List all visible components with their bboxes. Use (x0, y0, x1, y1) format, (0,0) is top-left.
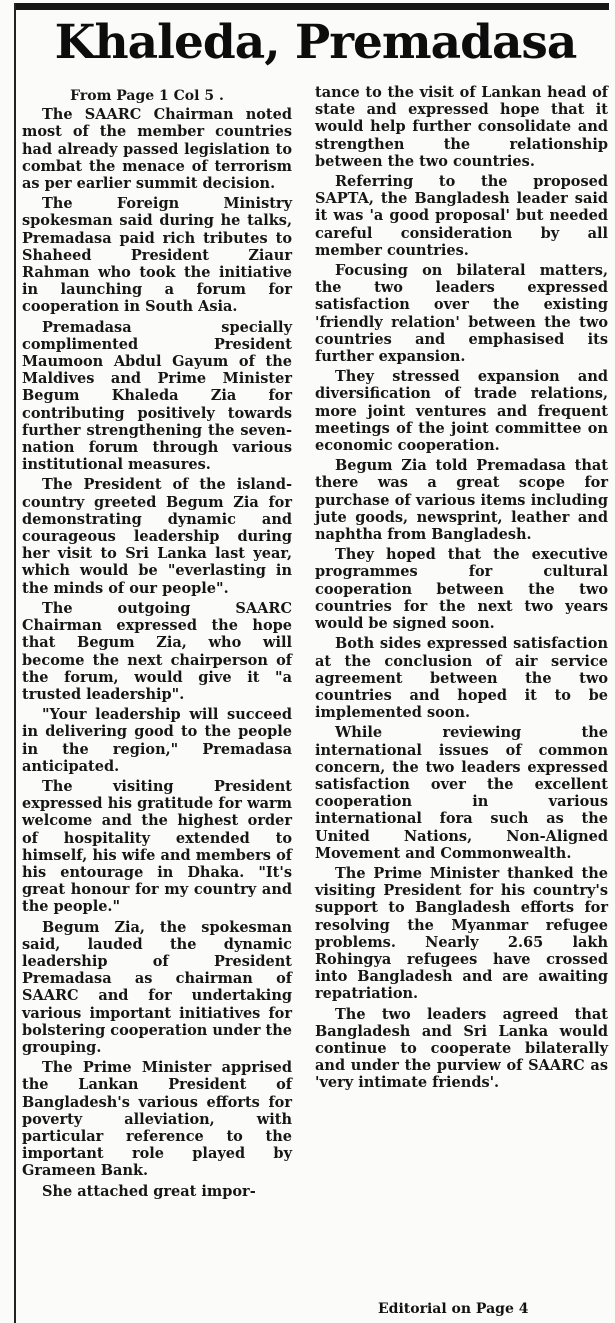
paragraph: Begum Zia told Premadasa that there was a great scope for purchase of various items including jute goods, newsprint, leather and naphtha from Bangladesh. (315, 457, 608, 544)
paragraph: The SAARC Chairman noted most of the member countries had already passed legislation to combat the menace of terrorism as per earlier summit decision. (22, 106, 292, 193)
dateline: From Page 1 Col 5 . (70, 88, 224, 104)
paragraph-continuation: tance to the visit of Lankan head of state and expressed hope that it would help further consolidate and strengthen the relationship between the two countries. (315, 84, 608, 170)
paragraph: Both sides expressed satisfaction at the conclusion of air service agreement between the two countries and hoped it to be implemented soon. (315, 635, 608, 722)
right-column (315, 84, 608, 1092)
top-rule (14, 3, 609, 10)
paragraph: Referring to the proposed SAPTA, the Bangladesh leader said it was 'a good proposal' but needed careful consideration by all member countries. (315, 173, 608, 259)
paragraph: While reviewing the international issues of common concern, the two leaders expressed satisfaction over the excellent cooperation in various international fora such as the United Nations, Non-Aligned Movement and Commonwealth. (315, 724, 608, 862)
paragraph: Begum Zia, the spokesman said, lauded the dynamic leadership of President Premadasa as chairman of SAARC and for undertaking various important initiatives for bolstering cooperation under the grouping. (22, 918, 292, 1056)
paragraph: The Prime Minister apprised the Lankan President of Bangladesh's various efforts for poverty alleviation, with particular reference to the important role played by Grameen Bank. (22, 1059, 292, 1180)
paragraph: They stressed expansion and diversification of trade relations, more joint ventures and frequent meetings of the joint committee on economic cooperation. (315, 368, 608, 455)
paragraph: The Prime Minister thanked the visiting President for his country's support to Bangladesh efforts for resolving the Myanmar refugee problems. Nearly 2.65 lakh Rohingya refugees have crossed into Bangladesh and are awaiting repatriation. (315, 864, 608, 1003)
editorial-reference: Editorial on Page 4 (378, 1301, 529, 1317)
paragraph: The Foreign Ministry spokesman said during he talks, Premadasa paid rich tributes to Shaheed President Ziaur Rahman who took the initiative in launching a forum for cooperation in South Asia. (22, 195, 292, 316)
left-column-rule (14, 3, 16, 1323)
paragraph: Premadasa specially complimented President Maumoon Abdul Gayum of the Maldives and Prime Minister Begum Khaleda Zia for contributing positively towards further strengthening the seven-nation forum through various institutional measures. (22, 318, 292, 474)
paragraph: The two leaders agreed that Bangladesh and Sri Lanka would continue to cooperate bilaterally and under the purview of SAARC as 'very intimate friends'. (315, 1005, 608, 1092)
paragraph: The visiting President expressed his gratitude for warm welcome and the highest order of hospitality extended to himself, his wife and members of his entourage in Dhaka. "It's great honour for my country and the people." (22, 777, 292, 916)
paragraph: Focusing on bilateral matters, the two leaders expressed satisfaction over the existing 'friendly relation' between the two countries and emphasised its further expansion. (315, 262, 608, 366)
paragraph: They hoped that the executive programmes for cultural cooperation between the two countries for the next two years would be signed soon. (315, 546, 608, 633)
paragraph: The President of the island-country greeted Begum Zia for demonstrating dynamic and courageous leadership during her visit to Sri Lanka last year, which would be "everlasting in the minds of our people". (22, 476, 292, 597)
paragraph: The outgoing SAARC Chairman expressed the hope that Begum Zia, who will become the next chairperson of the forum, would give it "a trusted leadership". (22, 599, 292, 703)
paragraph: "Your leadership will succeed in delivering good to the people in the region," Premadasa anticipated. (22, 706, 292, 775)
left-column (22, 88, 292, 1200)
headline: Khaleda, Premadasa (54, 15, 577, 70)
paragraph: She attached great impor- (42, 1182, 256, 1200)
